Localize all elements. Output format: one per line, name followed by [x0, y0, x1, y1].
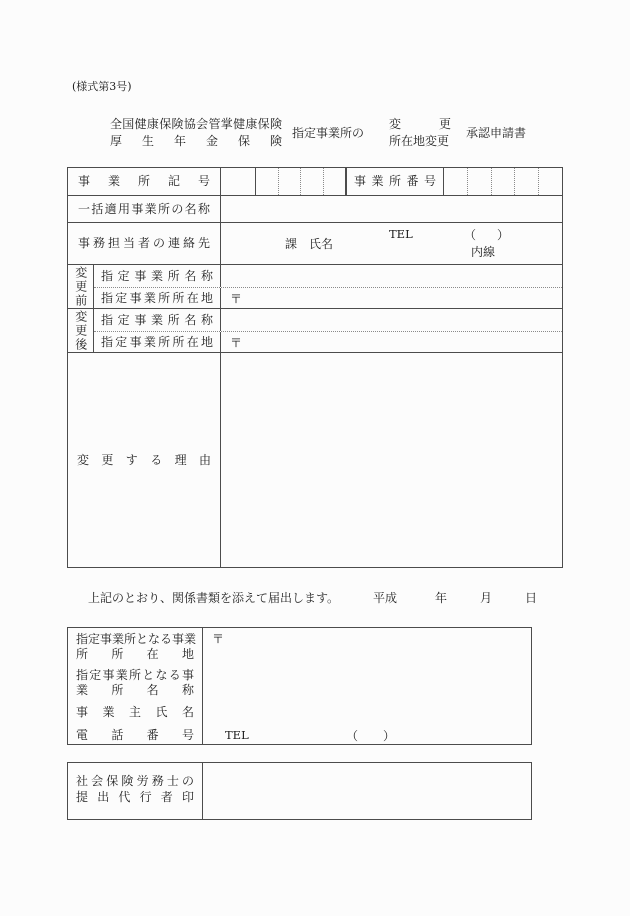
postal-mark: 〒	[230, 336, 243, 350]
reason-row	[68, 352, 562, 567]
main-table	[67, 167, 563, 568]
contact-extension-label: 内線	[471, 245, 496, 259]
agent-seal-box	[67, 762, 532, 820]
bulk-office-name-input-cell[interactable]	[221, 196, 562, 222]
office-number-digit-cell[interactable]	[467, 168, 491, 195]
after-address-input-cell[interactable]	[221, 332, 562, 352]
bulk-office-name-label: 一括適用事業所の名称	[68, 196, 221, 222]
office-code-digit-cell[interactable]	[278, 168, 301, 195]
contact-tel-label: TEL	[389, 227, 413, 241]
applicant-input-area[interactable]	[203, 628, 531, 744]
before-name-label: 指定事業所名称	[94, 265, 221, 287]
office-code-digit-cell[interactable]	[256, 168, 278, 195]
insurer-lines	[110, 116, 282, 150]
contact-dept-name-text: 課 氏名	[285, 237, 334, 251]
office-number-digit-cell[interactable]	[514, 168, 538, 195]
title-subject: 指定事業所の	[292, 126, 365, 140]
office-code-label: 事業所記号	[68, 168, 221, 195]
after-name-row	[94, 309, 562, 331]
after-change-group	[68, 308, 562, 352]
agent-seal-area[interactable]	[203, 763, 531, 819]
after-name-label: 指定事業所名称	[94, 309, 221, 331]
after-name-input-cell[interactable]	[221, 309, 562, 331]
form-number-label: (様式第3号)	[72, 80, 132, 93]
before-name-row	[94, 265, 562, 287]
applicant-address-label: 指定事業所となる事業 所所在地	[76, 632, 197, 661]
month-label: 月	[480, 591, 493, 605]
office-number-digit-group	[444, 168, 562, 195]
era-label: 平成	[373, 591, 398, 605]
before-address-row	[94, 287, 562, 308]
insurer-line-2: 厚生年金保険	[110, 134, 282, 148]
before-change-label: 変更前	[68, 265, 94, 308]
change-option-top: 変更	[389, 117, 452, 131]
tel-label: TEL	[225, 728, 249, 742]
applicant-name-label: 指定事業所となる事 業所名称	[76, 668, 194, 697]
bulk-office-name-row	[68, 195, 562, 222]
statement-text: 上記のとおり、関係書類を添えて届出します。	[88, 591, 340, 605]
year-label: 年	[435, 591, 448, 605]
title-doc-type: 承認申請書	[466, 126, 527, 140]
change-option-bottom: 所在地変更	[389, 134, 450, 148]
office-number-digit-cell[interactable]	[538, 168, 562, 195]
contact-paren-close: ）	[497, 228, 510, 242]
office-number-digit-cell[interactable]	[444, 168, 467, 195]
insurer-line-1: 全国健康保険協会管掌健康保険	[110, 117, 282, 131]
office-code-entry-cell[interactable]	[221, 168, 256, 195]
after-change-label: 変更後	[68, 309, 94, 352]
before-change-group	[68, 264, 562, 308]
applicant-table	[67, 627, 532, 745]
change-options	[389, 116, 451, 150]
statement-line	[67, 591, 563, 607]
applicant-labels	[68, 628, 203, 744]
day-label: 日	[525, 591, 538, 605]
postal-mark: 〒	[212, 632, 225, 646]
tel-paren-open: （	[346, 729, 359, 743]
before-name-input-cell[interactable]	[221, 265, 562, 287]
tel-paren-close: ）	[383, 729, 396, 743]
reason-label: 変更する理由	[68, 353, 221, 567]
contact-label: 事務担当者の連絡先	[68, 223, 221, 264]
office-code-digit-group	[256, 168, 346, 195]
agent-seal-label: 社会保険労務士の 提出代行者印	[68, 763, 203, 819]
form-title	[110, 116, 526, 150]
office-number-digit-cell[interactable]	[491, 168, 515, 195]
phone-number-label: 電話番号	[76, 728, 194, 742]
contact-paren-open: （	[464, 228, 477, 242]
after-address-label: 指定事業所所在地	[94, 332, 221, 352]
contact-input-cell[interactable]	[221, 223, 562, 264]
office-code-digit-cell[interactable]	[300, 168, 323, 195]
reason-input-cell[interactable]	[221, 353, 562, 567]
before-address-input-cell[interactable]	[221, 288, 562, 308]
after-address-row	[94, 331, 562, 352]
before-address-label: 指定事業所所在地	[94, 288, 221, 308]
office-code-row	[68, 168, 562, 195]
owner-name-label: 事業主氏名	[76, 705, 194, 719]
office-number-label: 事業所番号	[346, 168, 444, 195]
contact-row	[68, 222, 562, 264]
postal-mark: 〒	[230, 292, 243, 306]
office-code-digit-cell[interactable]	[323, 168, 346, 195]
